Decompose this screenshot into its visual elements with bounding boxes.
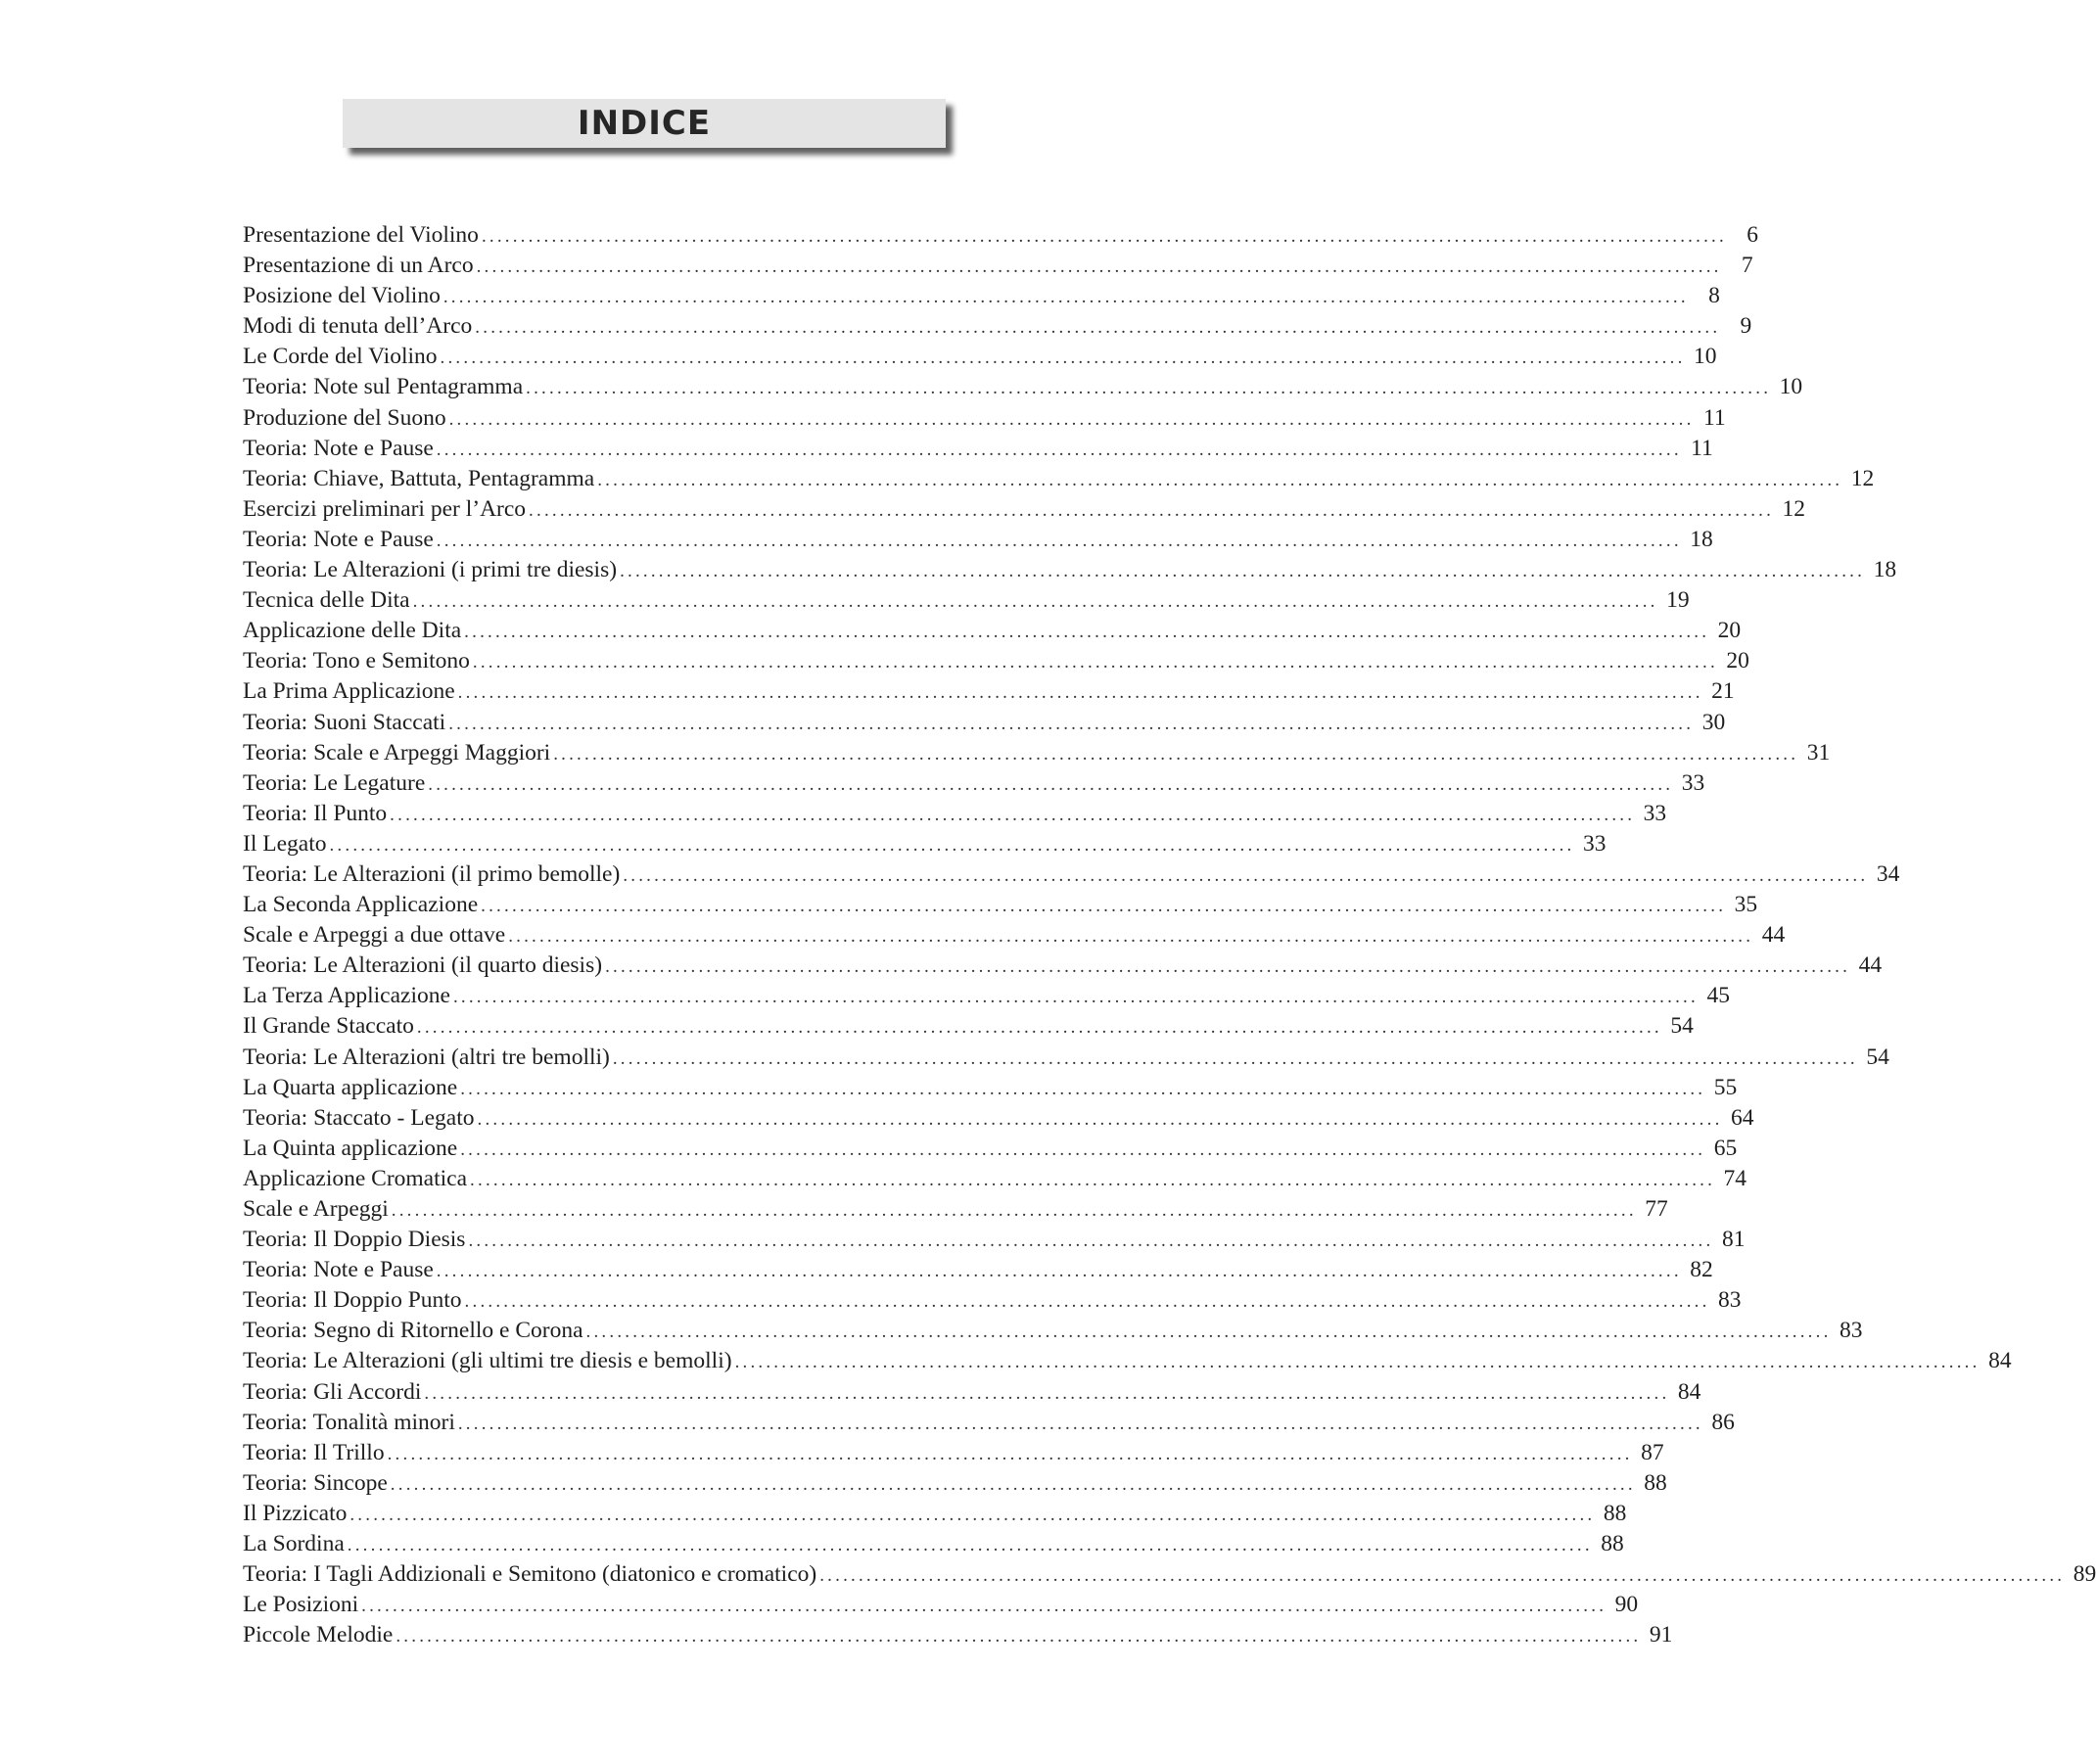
- toc-entry-title: Presentazione del Violino: [243, 222, 479, 248]
- toc-entry: [243, 920, 1786, 951]
- toc-entry: [243, 585, 1690, 616]
- toc-entry-title: Il Grande Staccato: [243, 1013, 414, 1040]
- toc-entry: [243, 1377, 1701, 1408]
- toc-entry-title: Teoria: Staccato - Legato: [243, 1104, 475, 1131]
- toc-entry-page-number: 12: [1782, 495, 1806, 522]
- toc-entry: [243, 1468, 1667, 1499]
- toc-dot-leader: ................................................................................................................................................................: [440, 348, 1686, 369]
- toc-entry-title: Scale e Arpeggi a due ottave: [243, 922, 506, 949]
- toc-entry: [243, 708, 1726, 738]
- toc-entry-page-number: 11: [1702, 404, 1726, 431]
- toc-dot-leader: ................................................................................................................................................................: [460, 1138, 1706, 1160]
- toc-entry-page-number: 83: [1718, 1287, 1742, 1314]
- toc-entry: [243, 799, 1667, 829]
- toc-dot-leader: ................................................................................................................................................................: [347, 1535, 1593, 1556]
- toc-entry-title: Teoria: Il Doppio Diesis: [243, 1227, 466, 1253]
- toc-dot-leader: ................................................................................................................................................................: [457, 682, 1703, 704]
- toc-entry: [243, 434, 1713, 464]
- toc-dot-leader: ................................................................................................................................................................: [623, 864, 1869, 886]
- toc-entry: [243, 1011, 1694, 1042]
- toc-entry-page-number: 8: [1708, 283, 1720, 309]
- toc-entry: [243, 1134, 1738, 1164]
- toc-dot-leader: ................................................................................................................................................................: [390, 804, 1636, 825]
- toc-dot-leader: ................................................................................................................................................................: [436, 530, 1682, 551]
- toc-dot-leader: ................................................................................................................................................................: [452, 987, 1699, 1008]
- toc-dot-leader: ................................................................................................................................................................: [390, 1473, 1636, 1495]
- toc-dot-leader: ................................................................................................................................................................: [481, 226, 1727, 247]
- toc-entry-page-number: 33: [1582, 830, 1607, 857]
- toc-entry-title: Teoria: Tono e Semitono: [243, 648, 470, 674]
- toc-entry-title: Teoria: Il Punto: [243, 800, 388, 826]
- toc-dot-leader: ................................................................................................................................................................: [819, 1565, 2066, 1587]
- toc-dot-leader: ................................................................................................................................................................: [597, 469, 1843, 490]
- toc-entry: [243, 951, 1883, 981]
- toc-entry-page-number: 20: [1726, 648, 1749, 674]
- toc-entry-page-number: 88: [1644, 1469, 1667, 1496]
- toc-entry-title: La Quinta applicazione: [243, 1135, 458, 1161]
- toc-entry: [243, 555, 1897, 585]
- toc-entry: [243, 311, 1752, 342]
- toc-entry-title: Teoria: Le Alterazioni (il quarto diesis): [243, 952, 603, 979]
- toc-dot-leader: ................................................................................................................................................................: [448, 408, 1695, 430]
- toc-dot-leader: ................................................................................................................................................................: [428, 773, 1674, 795]
- toc-entry: [243, 251, 1753, 281]
- toc-entry-page-number: 83: [1840, 1318, 1863, 1344]
- toc-dot-leader: ................................................................................................................................................................: [475, 317, 1721, 339]
- toc-entry-page-number: 89: [2073, 1561, 2096, 1588]
- toc-dot-leader: ................................................................................................................................................................: [605, 956, 1851, 978]
- toc-dot-leader: ................................................................................................................................................................: [396, 1626, 1642, 1648]
- toc-entry-page-number: 91: [1649, 1622, 1673, 1648]
- toc-dot-leader: ................................................................................................................................................................: [442, 287, 1689, 308]
- toc-entry-title: Teoria: Il Trillo: [243, 1439, 385, 1465]
- toc-entry-page-number: 54: [1866, 1044, 1889, 1070]
- toc-entry: [243, 1499, 1627, 1529]
- toc-entry: [243, 1590, 1639, 1620]
- toc-entry: [243, 738, 1831, 768]
- toc-dot-leader: ................................................................................................................................................................: [734, 1352, 1980, 1373]
- toc-dot-leader: ................................................................................................................................................................: [508, 926, 1754, 948]
- toc-dot-leader: ................................................................................................................................................................: [612, 1047, 1858, 1069]
- toc-dot-leader: ................................................................................................................................................................: [361, 1596, 1607, 1617]
- toc-entry-title: Il Pizzicato: [243, 1500, 348, 1526]
- toc-entry-title: Teoria: Note e Pause: [243, 1257, 434, 1283]
- toc-entry: [243, 1103, 1754, 1134]
- toc-entry-page-number: 9: [1740, 313, 1752, 340]
- toc-dot-leader: ................................................................................................................................................................: [412, 591, 1658, 613]
- toc-entry-title: Posizione del Violino: [243, 283, 441, 309]
- toc-entry-page-number: 18: [1873, 557, 1897, 583]
- toc-dot-leader: ................................................................................................................................................................: [349, 1504, 1596, 1525]
- toc-entry-title: Piccole Melodie: [243, 1622, 394, 1648]
- toc-entry: [243, 1164, 1747, 1194]
- toc-dot-leader: ................................................................................................................................................................: [526, 378, 1772, 399]
- toc-entry-title: Teoria: Il Doppio Punto: [243, 1287, 462, 1314]
- toc-entry: [243, 676, 1735, 707]
- toc-dot-leader: ................................................................................................................................................................: [391, 1200, 1637, 1221]
- toc-entry-title: Produzione del Suono: [243, 404, 446, 431]
- toc-entry-page-number: 64: [1731, 1104, 1754, 1131]
- toc-entry: [243, 494, 1806, 525]
- toc-dot-leader: ................................................................................................................................................................: [464, 622, 1710, 643]
- toc-entry: [243, 1255, 1713, 1285]
- toc-entry-title: Modi di tenuta dell’Arco: [243, 313, 473, 340]
- toc-entry-title: Teoria: Tonalità minori: [243, 1409, 455, 1435]
- toc-entry-title: Teoria: Le Legature: [243, 769, 426, 796]
- toc-entry-page-number: 84: [1677, 1378, 1701, 1405]
- toc-entry: [243, 1316, 1863, 1346]
- toc-entry-page-number: 30: [1701, 709, 1726, 735]
- toc-dot-leader: ................................................................................................................................................................: [481, 896, 1727, 917]
- toc-entry: [243, 1620, 1673, 1650]
- toc-entry-title: Il Legato: [243, 830, 327, 857]
- toc-dot-leader: ................................................................................................................................................................: [620, 561, 1866, 582]
- toc-entry: [243, 1285, 1742, 1316]
- toc-entry-page-number: 88: [1603, 1500, 1627, 1526]
- toc-entry-title: Teoria: Note sul Pentagramma: [243, 374, 524, 400]
- toc-entry-title: Teoria: Segno di Ritornello e Corona: [243, 1318, 583, 1344]
- toc-dot-leader: ................................................................................................................................................................: [468, 1230, 1714, 1252]
- toc-dot-leader: ................................................................................................................................................................: [460, 1078, 1706, 1099]
- toc-entry-page-number: 18: [1690, 526, 1713, 552]
- toc-entry-page-number: 31: [1806, 739, 1831, 766]
- toc-dot-leader: ................................................................................................................................................................: [416, 1017, 1662, 1039]
- toc-entry: [243, 281, 1720, 311]
- toc-entry-title: Teoria: Le Alterazioni (gli ultimi tre diesis e bemolli): [243, 1348, 732, 1374]
- toc-entry: [243, 1346, 2012, 1376]
- toc-entry-page-number: 54: [1670, 1013, 1694, 1040]
- toc-entry: [243, 890, 1758, 920]
- toc-entry-title: Presentazione di un Arco: [243, 253, 474, 279]
- toc-entry-page-number: 44: [1761, 922, 1786, 949]
- toc-entry-page-number: 65: [1713, 1135, 1738, 1161]
- toc-entry-title: Teoria: Note e Pause: [243, 526, 434, 552]
- toc-entry: [243, 1559, 2096, 1590]
- toc-dot-leader: ................................................................................................................................................................: [470, 1169, 1716, 1190]
- toc-entry-title: La Prima Applicazione: [243, 678, 455, 705]
- toc-entry-title: Esercizi preliminari per l’Arco: [243, 495, 527, 522]
- toc-entry: [243, 1073, 1738, 1103]
- toc-entry-title: La Quarta applicazione: [243, 1074, 458, 1100]
- toc-entry: [243, 1043, 1889, 1073]
- toc-entry-page-number: 33: [1681, 769, 1705, 796]
- toc-dot-leader: ................................................................................................................................................................: [477, 1108, 1723, 1130]
- toc-entry-page-number: 45: [1706, 983, 1730, 1009]
- toc-entry-title: Le Corde del Violino: [243, 344, 438, 370]
- toc-entry-title: Teoria: Suoni Staccati: [243, 709, 446, 735]
- toc-dot-leader: ................................................................................................................................................................: [448, 713, 1695, 734]
- toc-entry: [243, 859, 1900, 890]
- toc-entry-page-number: 86: [1711, 1409, 1735, 1435]
- toc-entry-page-number: 88: [1601, 1531, 1624, 1557]
- toc-dot-leader: ................................................................................................................................................................: [472, 652, 1718, 673]
- toc-dot-leader: ................................................................................................................................................................: [585, 1322, 1832, 1343]
- toc-entry-page-number: 10: [1779, 374, 1803, 400]
- toc-entry: [243, 525, 1713, 555]
- toc-entry-title: Teoria: Chiave, Battuta, Pentagramma: [243, 465, 595, 491]
- toc-entry-title: Teoria: I Tagli Addizionali e Semitono (diatonico e cromatico): [243, 1561, 817, 1588]
- title-banner: [343, 99, 946, 148]
- toc-dot-leader: ................................................................................................................................................................: [529, 499, 1775, 521]
- toc-entry-page-number: 44: [1858, 952, 1883, 979]
- toc-entry: [243, 1225, 1746, 1255]
- toc-entry-title: Teoria: Gli Accordi: [243, 1378, 422, 1405]
- toc-entry-page-number: 81: [1721, 1227, 1746, 1253]
- toc-entry-page-number: 84: [1988, 1348, 2012, 1374]
- toc-entry-page-number: 33: [1643, 800, 1667, 826]
- toc-dot-leader: ................................................................................................................................................................: [476, 256, 1722, 278]
- toc-entry-page-number: 12: [1850, 465, 1875, 491]
- toc-entry: [243, 464, 1875, 494]
- toc-entry-title: Teoria: Le Alterazioni (altri tre bemolli): [243, 1044, 610, 1070]
- toc-entry-title: La Seconda Applicazione: [243, 892, 479, 918]
- toc-dot-leader: ................................................................................................................................................................: [436, 439, 1682, 460]
- toc-dot-leader: ................................................................................................................................................................: [436, 1261, 1682, 1282]
- toc-entry: [243, 616, 1742, 646]
- toc-entry: [243, 829, 1607, 859]
- toc-entry-title: La Terza Applicazione: [243, 983, 450, 1009]
- toc-entry-page-number: 74: [1723, 1165, 1747, 1191]
- toc-entry-page-number: 35: [1734, 892, 1758, 918]
- toc-dot-leader: ................................................................................................................................................................: [387, 1443, 1633, 1464]
- toc-entry: [243, 403, 1726, 434]
- toc-entry-page-number: 19: [1666, 587, 1690, 614]
- toc-entry-title: Applicazione delle Dita: [243, 618, 462, 644]
- toc-entry-title: Applicazione Cromatica: [243, 1165, 468, 1191]
- toc-dot-leader: ................................................................................................................................................................: [424, 1382, 1670, 1404]
- toc-entry-page-number: 10: [1694, 344, 1717, 370]
- toc-entry-title: La Sordina: [243, 1531, 345, 1557]
- toc-entry: [243, 220, 1758, 251]
- toc-entry-page-number: 82: [1690, 1257, 1713, 1283]
- toc-entry-page-number: 87: [1641, 1439, 1664, 1465]
- toc-dot-leader: ................................................................................................................................................................: [464, 1291, 1710, 1313]
- toc-entry-page-number: 21: [1711, 678, 1735, 705]
- toc-entry-page-number: 90: [1614, 1592, 1639, 1618]
- page-title: INDICE: [577, 104, 712, 143]
- toc-entry-page-number: 6: [1747, 222, 1758, 248]
- toc-entry-title: Scale e Arpeggi: [243, 1196, 389, 1222]
- toc-entry-title: Teoria: Note e Pause: [243, 435, 434, 461]
- table-of-contents: [243, 220, 2096, 1650]
- toc-entry-title: Le Posizioni: [243, 1592, 359, 1618]
- toc-entry-page-number: 11: [1691, 435, 1713, 461]
- toc-entry: [243, 1194, 1668, 1225]
- toc-entry-title: Teoria: Sincope: [243, 1469, 388, 1496]
- toc-entry-title: Teoria: Le Alterazioni (il primo bemolle): [243, 860, 621, 887]
- toc-entry-page-number: 34: [1876, 860, 1900, 887]
- toc-dot-leader: ................................................................................................................................................................: [553, 743, 1799, 765]
- toc-entry-title: Teoria: Scale e Arpeggi Maggiori: [243, 739, 551, 766]
- toc-entry: [243, 342, 1717, 372]
- toc-entry-page-number: 7: [1741, 253, 1753, 279]
- toc-entry-title: Tecnica delle Dita: [243, 587, 410, 614]
- toc-dot-leader: ................................................................................................................................................................: [457, 1413, 1703, 1434]
- toc-entry: [243, 1529, 1624, 1559]
- toc-entry: [243, 768, 1705, 799]
- title-banner-box: [343, 99, 946, 148]
- toc-entry: [243, 1408, 1735, 1438]
- toc-entry: [243, 981, 1730, 1011]
- toc-entry-page-number: 77: [1645, 1196, 1668, 1222]
- toc-entry-page-number: 20: [1717, 618, 1742, 644]
- toc-dot-leader: ................................................................................................................................................................: [329, 834, 1575, 856]
- toc-entry: [243, 1438, 1664, 1468]
- toc-entry-title: Teoria: Le Alterazioni (i primi tre diesis): [243, 557, 618, 583]
- toc-entry: [243, 646, 1749, 676]
- toc-entry: [243, 372, 1803, 402]
- toc-entry-page-number: 55: [1713, 1074, 1738, 1100]
